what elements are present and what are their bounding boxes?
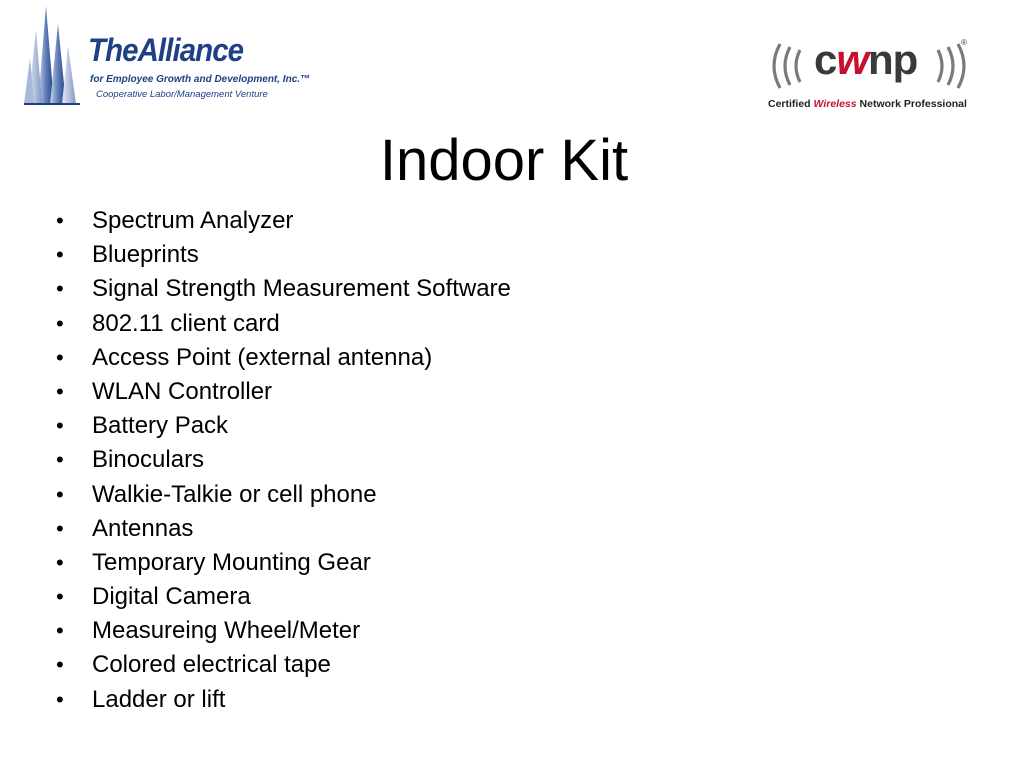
bullet-icon: •: [56, 378, 64, 404]
bullet-icon: •: [56, 344, 64, 370]
bullet-icon: •: [56, 242, 64, 268]
bullet-icon: •: [56, 584, 64, 610]
list-item-text: Ladder or lift: [92, 685, 226, 713]
slide-title: Indoor Kit: [379, 128, 629, 193]
alliance-wordmark: TheAlliance: [88, 32, 244, 68]
cwnp-wordmark: cwnp: [814, 36, 918, 83]
alliance-subtitle: for Employee Growth and Development, Inc.™: [90, 74, 311, 85]
list-item-text: Walkie-Talkie or cell phone: [92, 480, 377, 508]
bullet-icon: •: [56, 652, 64, 678]
alliance-venture-label: Cooperative Labor/Management Venture: [96, 89, 268, 100]
list-item-text: Blueprints: [92, 241, 199, 269]
bullet-icon: •: [56, 515, 64, 541]
list-item-text: Signal Strength Measurement Software: [92, 275, 511, 303]
list-item-text: Colored electrical tape: [92, 651, 331, 679]
tower-icon: [24, 4, 84, 108]
list-item-text: Temporary Mounting Gear: [92, 548, 371, 576]
bullet-icon: •: [56, 549, 64, 575]
bullet-icon: •: [56, 276, 64, 302]
bullet-icon: •: [56, 208, 64, 233]
list-item-text: WLAN Controller: [92, 377, 273, 405]
list-item-text: Access Point (external antenna): [92, 343, 433, 371]
bullet-icon: •: [56, 618, 64, 644]
list-item-text: Spectrum Analyzer: [92, 207, 294, 234]
list-item-text: Antennas: [92, 514, 194, 542]
bullet-icon: •: [56, 481, 64, 507]
alliance-logo: [24, 4, 311, 108]
registered-mark: ®: [961, 38, 967, 47]
bullet-icon: •: [56, 413, 64, 439]
list-item-text: Measureing Wheel/Meter: [92, 617, 361, 645]
list-item-text: Battery Pack: [92, 412, 229, 440]
bullet-icon: •: [56, 686, 64, 712]
bullet-icon: •: [56, 447, 64, 473]
cwnp-logo: [766, 38, 974, 114]
bullet-icon: •: [56, 310, 64, 336]
list-item-text: 802.11 client card: [92, 309, 280, 337]
list-item-text: Binoculars: [92, 446, 205, 474]
list-item-text: Digital Camera: [92, 583, 251, 611]
cwnp-tagline: Certified Wireless Network Professional: [768, 98, 967, 110]
